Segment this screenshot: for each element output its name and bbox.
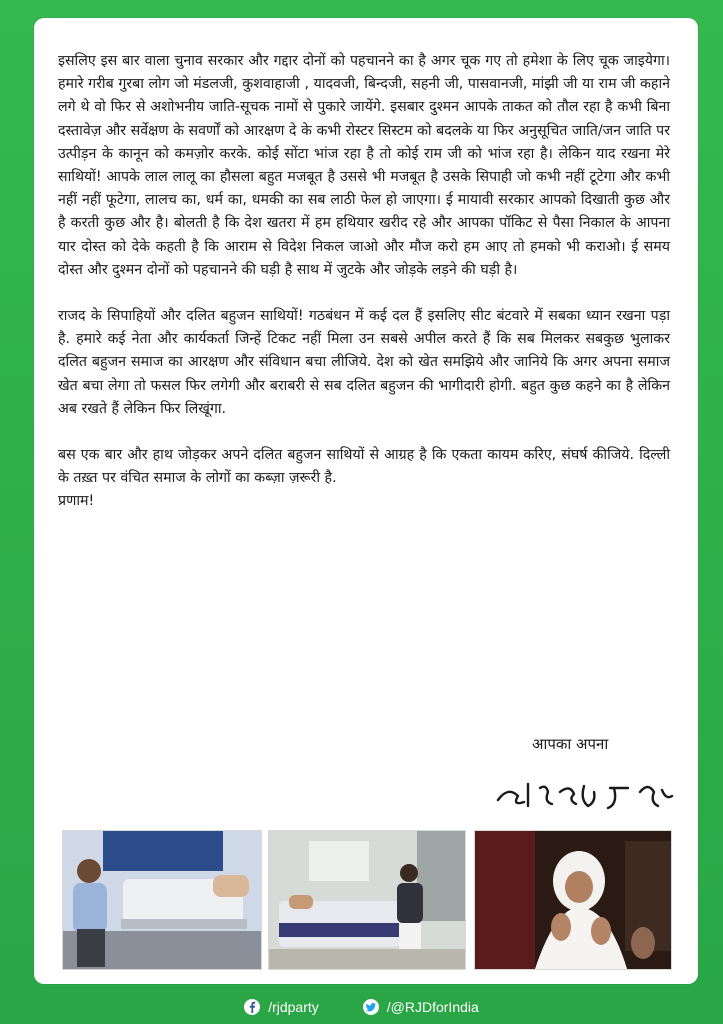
- facebook-icon: [244, 999, 260, 1015]
- photo-woman-greeting: [474, 830, 672, 970]
- facebook-link[interactable]: [244, 999, 319, 1015]
- letter-paragraph-1: इसलिए इस बार वाला चुनाव सरकार और गद्दार दोनों को पहचानने का है अगर चूक गए तो हमेशा के लिए चूक जाइयेगा। हमारे गरीब गुरबा लोग जो मंडलजी, कुशवाहाजी , यादवजी, बिन्दजी, सहनी जी, पासवानजी, मांझी जी या राम जी कहाने लगे थे वो फिर से अशोभनीय जाति-सूचक नामों से पुकारे जायेंगे. इसबार दुश्मन आपके ताकत को तौल रहा है कभी बिना दस्तावेज़ और सर्वेक्षण के सवर्णों को आरक्षण दे के कभी रोस्टर सिस्टम को बदलके या फिर अनुसूचित जाति/जन जाति पर उत्पीड़न के कानून को कमज़ोर करके. कोई सोंटा भांज रहा है तो कोई राम जी को भांज रहा है। लेकिन याद रखना मेरे साथियों! आपके लाल लालू का हौसला बहुत मजबूत है उससे भी मजबूत है उसके सिपाही जो कभी नहीं टूटेगा और कभी नहीं नहीं फूटेगा, लालच का, धर्म का, धमकी का सब लाठी फेल हो जाएगा। ई मायावी सरकार आपको दिखाती कुछ और है करती कुछ और है। बोलती है कि देश खतरा में हम हथियार खरीद रहे और आपका पॉकिट से पैसा निकाल के आपना यार दोस्त को देके कहती है कि आराम से विदेश निकल जाओ और मौज करो हम आए तो हमको भी कराओ। ई समय दोस्त और दुश्मन दोनों को पहचानने की घड़ी है साथ में जुटके और जोड़के लड़ने की घड़ी है।: [58, 53, 670, 278]
- closing-line: आपका अपना: [532, 735, 609, 753]
- salutation: प्रणाम!: [58, 493, 95, 510]
- footer-social-bar: [0, 990, 723, 1024]
- signature-image: [490, 770, 680, 818]
- letter-paragraph-2: राजद के सिपाहियों और दलित बहुजन साथियों! गठबंधन में कई दल हैं इसलिए सीट बंटवारे में सबका ध्यान रखना पड़ा है. हमारे कई नेता और कार्यकर्ता जिन्हें टिकट नहीं मिला उन सबसे अपील करते हैं कि सब मिलकर सबकुछ भुलाकर दलित बहुजन समाज का आरक्षण और संविधान बचा लीजिये. देश को खेत समझिये और जानिये कि अगर अपना समाज खेत बचा लेगा तो फसल फिर लगेगी और बराबरी से सब दलित बहुजन की भागीदारी होगी. बहुत कुछ कहने का है लेकिन अब रखते हैं लेकिन फिर लिखूंगा.: [58, 308, 670, 417]
- photo-hospital-visit: [62, 830, 262, 970]
- photo-hospital-room: [268, 830, 466, 970]
- twitter-handle[interactable]: /@RJDforIndia: [386, 999, 479, 1015]
- facebook-handle[interactable]: /rjdparty: [268, 999, 319, 1015]
- letter-paragraph-3: बस एक बार और हाथ जोड़कर अपने दलित बहुजन साथियों से आग्रह है कि एकता कायम करिए, संघर्ष कीजिये. दिल्ली के तख़्त पर वंचित समाज के लोगों का कब्ज़ा ज़रूरी है.: [58, 447, 670, 487]
- twitter-icon: [363, 999, 379, 1015]
- twitter-link[interactable]: [363, 999, 479, 1015]
- letter-body: [58, 50, 670, 514]
